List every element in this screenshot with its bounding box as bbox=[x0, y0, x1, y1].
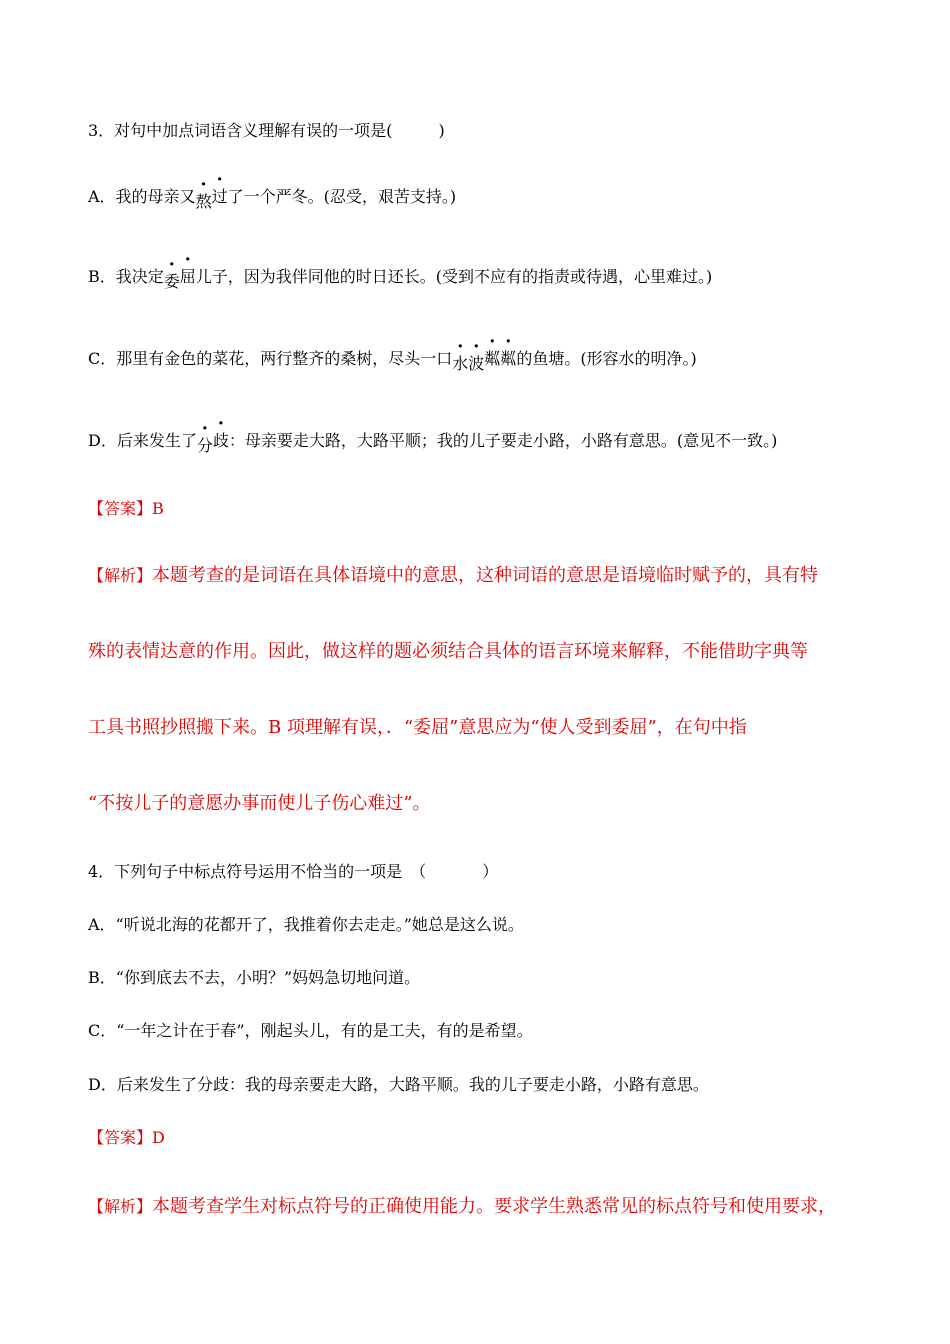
q3-stem bbox=[88, 120, 445, 142]
q3-c-dotted-char-4: 粼 bbox=[500, 349, 517, 368]
q4-answer bbox=[88, 1127, 165, 1149]
q3-analysis-line-4: “不按儿子的意愿办事而使儿子伤心难过”。 bbox=[88, 793, 431, 814]
q3-c-post: 的鱼塘。(形容水的明净。) bbox=[516, 349, 697, 368]
q3-a-dotted-char-1: 熬 bbox=[195, 192, 212, 211]
q3-option-b bbox=[88, 266, 713, 291]
q4-stem-text: 4．下列句子中标点符号运用不恰当的一项是 （ bbox=[88, 862, 427, 881]
q3-analysis-line-3: 工具书照抄照搬下来。B 项理解有误，．“委屈”意思应为“使人受到委屈”，在句中指 bbox=[88, 717, 747, 738]
q3-option-d bbox=[88, 430, 778, 455]
q3-stem-close: ) bbox=[438, 121, 445, 140]
q4-analysis-tag: 【解析】 bbox=[88, 1197, 153, 1216]
q3-answer-value: B bbox=[152, 499, 164, 518]
q3-option-c bbox=[88, 348, 697, 373]
q3-c-pre: C．那里有金色的菜花，两行整齐的桑树，尽头一口 bbox=[88, 349, 453, 368]
q3-d-dotted-char-2: 歧 bbox=[212, 431, 229, 450]
q3-b-post: 儿子，因为我伴同他的时日还长。(受到不应有的指责或待遇，心里难过。) bbox=[195, 267, 713, 286]
q4-stem bbox=[88, 861, 498, 883]
q4-option-d: D．后来发生了分歧：我的母亲要走大路，大路平顺。我的儿子要走小路，小路有意思。 bbox=[88, 1075, 709, 1094]
q4-answer-tag: 【答案】 bbox=[88, 1128, 153, 1147]
q3-answer-tag: 【答案】 bbox=[88, 499, 153, 518]
q3-stem-text: 3．对句中加点词语含义理解有误的一项是( bbox=[88, 121, 393, 140]
q3-analysis-text-1: 本题考查的是词语在具体语境中的意思，这种词语的意思是语境临时赋予的，具有特 bbox=[152, 565, 819, 586]
q3-a-post: 了一个严冬。(忍受，艰苦支持。) bbox=[227, 187, 457, 206]
q3-b-pre: B．我决定 bbox=[88, 267, 164, 286]
q4-answer-value: D bbox=[152, 1128, 165, 1147]
q3-b-dotted-char-1: 委 bbox=[163, 272, 180, 291]
q3-c-dotted-char-1: 水 bbox=[452, 354, 469, 373]
q3-a-dotted-char-2: 过 bbox=[211, 187, 228, 206]
q3-b-dotted-char-2: 屈 bbox=[179, 267, 196, 286]
q3-a-pre: A．我的母亲又 bbox=[88, 187, 196, 206]
q4-analysis-line-1 bbox=[88, 1194, 836, 1220]
q3-analysis-line-1 bbox=[88, 563, 818, 589]
q4-option-b: B．“你到底去不去，小明？”妈妈急切地问道。 bbox=[88, 968, 421, 987]
q3-analysis-line-2: 殊的表情达意的作用。因此，做这样的题必须结合具体的语言环境来解释，不能借助字典等 bbox=[88, 641, 808, 662]
q4-option-c: C．“一年之计在于春”，刚起头儿，有的是工夫，有的是希望。 bbox=[88, 1021, 533, 1040]
q4-option-a: A．“听说北海的花都开了，我推着你去走走。”她总是这么说。 bbox=[88, 915, 524, 934]
q3-answer bbox=[88, 498, 164, 520]
q3-c-dotted-char-3: 粼 bbox=[484, 349, 501, 368]
q3-d-post: ：母亲要走大路，大路平顺；我的儿子要走小路，小路有意思。(意见不一致。) bbox=[228, 431, 778, 450]
q3-option-a bbox=[88, 186, 457, 211]
q3-d-pre: D．后来发生了 bbox=[88, 431, 197, 450]
q3-d-dotted-char-1: 分 bbox=[196, 436, 213, 455]
q4-analysis-text-1: 本题考查学生对标点符号的正确使用能力。要求学生熟悉常见的标点符号和使用要求， bbox=[152, 1196, 837, 1217]
q4-stem-close: ） bbox=[482, 862, 499, 881]
q3-c-dotted-char-2: 波 bbox=[468, 354, 485, 373]
q3-analysis-tag: 【解析】 bbox=[88, 566, 153, 585]
